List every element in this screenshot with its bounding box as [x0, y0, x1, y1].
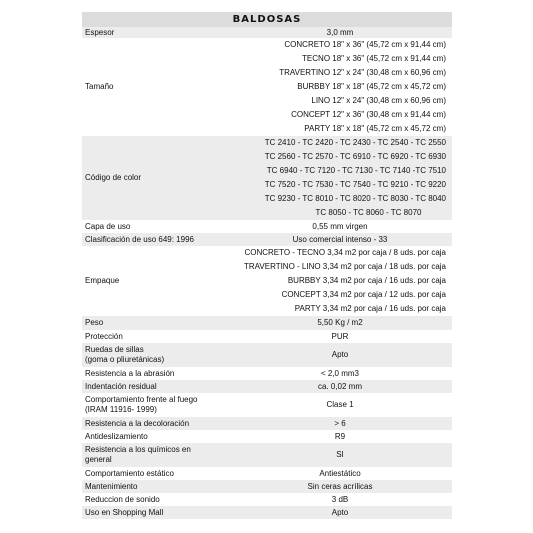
table-row [82, 480, 452, 493]
table-row [82, 467, 452, 480]
table-row [82, 506, 452, 519]
table-row [82, 38, 452, 136]
row-value: Clase 1 [228, 393, 452, 417]
package-line: CONCRETO - TECNO 3,34 m2 por caja / 8 uds. por caja [244, 248, 446, 257]
table-row [82, 27, 452, 38]
row-label: Resistencia a los químicos en general [82, 443, 228, 467]
row-label: Antideslizamiento [82, 430, 228, 443]
row-value: R9 [228, 430, 452, 443]
row-value: Sin ceras acrílicas [228, 480, 452, 493]
table-row [82, 417, 452, 430]
row-value-list [228, 38, 452, 136]
row-label: Clasificación de uso 649: 1996 [82, 233, 228, 246]
row-label: Ruedas de sillas (goma o pliuretánicas) [82, 343, 228, 367]
table-row [82, 493, 452, 506]
row-label: Resistencia a la decoloración [82, 417, 228, 430]
row-label: Reduccion de sonido [82, 493, 228, 506]
row-label: Resistencia a la abrasión [82, 367, 228, 380]
row-label: Mantenimiento [82, 480, 228, 493]
row-value: Apto [228, 506, 452, 519]
row-value: ca. 0,02 mm [228, 380, 452, 393]
package-line: CONCEPT 3,34 m2 por caja / 12 uds. por caja [281, 290, 446, 299]
table-row [82, 220, 452, 233]
row-label: Indentación residual [82, 380, 228, 393]
spec-sheet [82, 12, 452, 519]
size-line: PARTY 18" x 18" (45,72 cm x 45,72 cm) [304, 124, 446, 133]
row-label: Comportamiento estático [82, 467, 228, 480]
table-row [82, 430, 452, 443]
row-value: Antiestático [228, 467, 452, 480]
color-code-line: TC 2410 - TC 2420 - TC 2430 - TC 2540 - TC 2550 [264, 138, 446, 147]
row-label: Empaque [82, 246, 228, 316]
size-line: TRAVERTINO 12" x 24" (30,48 cm x 60,96 cm) [279, 68, 446, 77]
table-row [82, 233, 452, 246]
size-line: TECNO 18" x 36" (45,72 cm x 91,44 cm) [302, 54, 446, 63]
row-value-list [228, 136, 452, 220]
row-value: 3 dB [228, 493, 452, 506]
table-row [82, 443, 452, 467]
row-label: Protección [82, 330, 228, 343]
row-value: 0,55 mm virgen [228, 220, 452, 233]
size-line: BURBBY 18" x 18" (45,72 cm x 45,72 cm) [297, 82, 446, 91]
row-label: Tamaño [82, 38, 228, 136]
size-line: CONCRETO 18" x 36" (45,72 cm x 91,44 cm) [284, 40, 446, 49]
spec-table [82, 27, 452, 519]
row-value: 5,50 Kg / m2 [228, 316, 452, 330]
color-code-line: TC 9230 - TC 8010 - TC 8020 - TC 8030 - TC 8040 [264, 194, 446, 203]
package-line: BURBBY 3,34 m2 por caja / 16 uds. por caja [287, 276, 446, 285]
table-row [82, 367, 452, 380]
color-code-line: TC 8050 - TC 8060 - TC 8070 [315, 208, 422, 217]
package-line: TRAVERTINO - LINO 3,34 m2 por caja / 18 uds. por caja [243, 262, 446, 271]
row-value-list [228, 246, 452, 316]
row-value: PUR [228, 330, 452, 343]
table-row [82, 136, 452, 220]
row-value: > 6 [228, 417, 452, 430]
table-row [82, 316, 452, 330]
row-label: Peso [82, 316, 228, 330]
table-row [82, 380, 452, 393]
size-line: LINO 12" x 24" (30,48 cm x 60,96 cm) [311, 96, 446, 105]
row-label: Comportamiento frente al fuego (IRAM 11916- 1999) [82, 393, 228, 417]
page-title: BALDOSAS [82, 12, 452, 27]
color-code-line: TC 6940 - TC 7120 - TC 7130 - TC 7140 -TC 7510 [266, 166, 446, 175]
row-value: SI [228, 443, 452, 467]
table-row [82, 393, 452, 417]
row-label: Capa de uso [82, 220, 228, 233]
row-label: Código de color [82, 136, 228, 220]
table-row [82, 330, 452, 343]
row-value: 3,0 mm [228, 27, 452, 38]
color-code-line: TC 7520 - TC 7530 - TC 7540 - TC 9210 - TC 9220 [264, 180, 446, 189]
package-line: PARTY 3,34 m2 por caja / 16 uds. por caja [294, 304, 446, 313]
size-line: CONCEPT 12" x 36" (30,48 cm x 91,44 cm) [291, 110, 446, 119]
row-label: Espesor [82, 27, 228, 38]
row-label: Uso en Shopping Mall [82, 506, 228, 519]
color-code-line: TC 2560 - TC 2570 - TC 6910 - TC 6920 - TC 6930 [264, 152, 446, 161]
row-value: < 2,0 mm3 [228, 367, 452, 380]
table-row [82, 343, 452, 367]
table-row [82, 246, 452, 316]
row-value: Apto [228, 343, 452, 367]
row-value: Uso comercial intenso - 33 [228, 233, 452, 246]
